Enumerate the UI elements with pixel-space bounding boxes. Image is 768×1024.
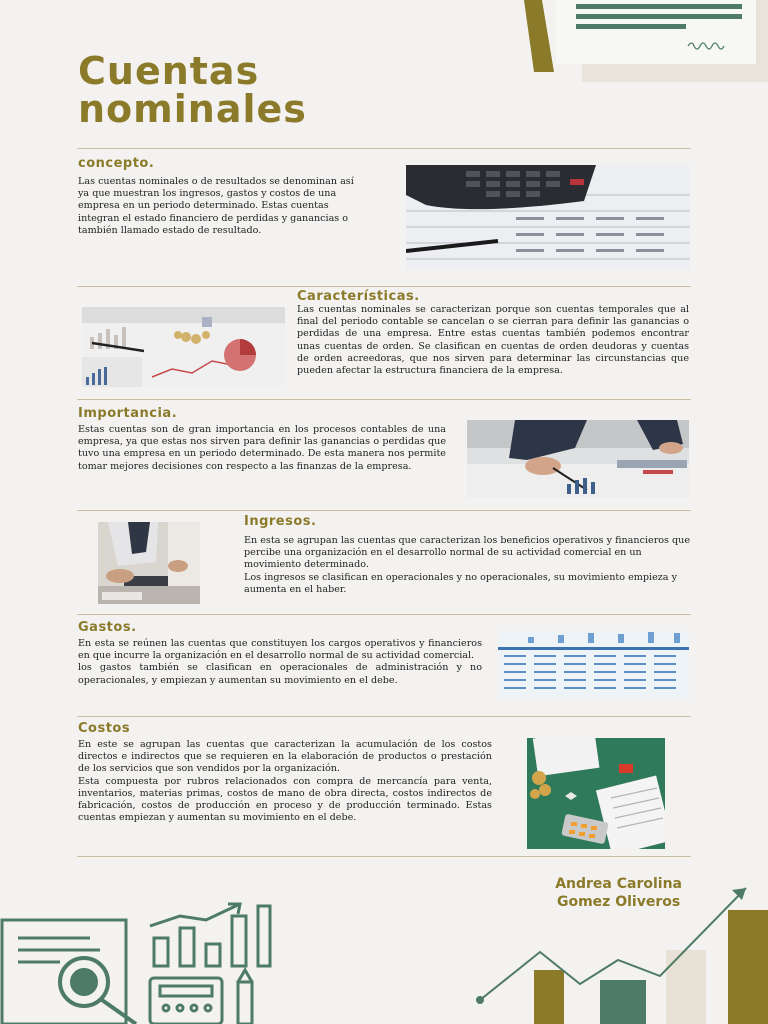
divider xyxy=(77,148,691,149)
heading-costos: Costos xyxy=(78,721,131,736)
heading-concepto: concepto. xyxy=(78,156,155,171)
page-title: Cuentas nominales xyxy=(78,49,307,131)
calculator-photo xyxy=(406,165,690,269)
tax-forms-photo xyxy=(527,738,665,849)
text-ingresos: En esta se agrupan las cuentas que caracterizan los beneficios operativos y financieros que percibe una organización en el desarrollo normal de su actividad comercial en un movimiento determinado. Los ingresos se clasifican en operacionales y no operacionales, su movimiento empieza y aumenta en el haber. xyxy=(244,535,691,595)
bar-chart-icon xyxy=(150,904,270,966)
heading-importancia: Importancia. xyxy=(78,406,178,421)
text-caracteristicas: Las cuentas nominales se caracterizan porque son cuentas temporales que al final del periodo contable se cancelan o se cierran para definir las ganancias o perdidas de una empresa. Entre estas cuentas también podemos encontrar unas cuentas de orden. Se clasifican en cuentas de orden deudoras y cuentas de orden acreedoras, que nos sirven para determinar las circunstancias que pueden afectar la estructura financiera de la empresa. xyxy=(297,304,689,377)
divider xyxy=(77,399,691,400)
divider xyxy=(77,614,691,615)
calculator-icon xyxy=(150,978,222,1024)
text-costos: En este se agrupan las cuentas que caracterizan la acumulación de los costos directos e indirectos que se requieren en la elaboración de productos o prestación de los servicios que son vendidos por la organización. Esta compuesta por rubros relacionados con compra de mercancía para venta, inventarios, materias primas, costos de mano de obra directa, costos indirectos de fabricación, costos de producción en proceso y de producción terminado. Estas cuentas empiezan y aumentan su movimiento en el debe. xyxy=(78,739,492,824)
pencil-icon xyxy=(238,970,252,1024)
calculator-desk-photo xyxy=(98,522,200,604)
text-importancia: Estas cuentas son de gran importancia en los procesos contables de una empresa, ya que estas nos sirven para definir las ganancias o perdidas que tuvo una empresa en un periodo determinado. De esta manera nos permite tomar mejores decisiones con respecto a las finanzas de la empresa. xyxy=(78,424,446,472)
divider xyxy=(77,716,691,717)
text-gastos: En esta se reúnen las cuentas que constituyen los cargos operativos y financieros en que incurre la organización en el desarrollo normal de su actividad comercial. los gastos también se clasifican en operacionales de administración y no operacionales, y empiezan y aumentan su movimiento en el debe. xyxy=(78,638,482,686)
heading-caracteristicas: Características. xyxy=(297,289,420,304)
document-icon xyxy=(0,900,280,1024)
divider xyxy=(77,286,691,287)
spreadsheet-photo xyxy=(498,631,689,699)
heading-ingresos: Ingresos. xyxy=(244,514,317,529)
divider xyxy=(77,856,691,857)
analysis-photo xyxy=(467,420,689,498)
divider xyxy=(77,510,691,511)
note-card-icon xyxy=(520,0,768,90)
finance-charts-photo xyxy=(82,307,285,387)
growth-arrow-icon xyxy=(470,880,768,1024)
text-concepto: Las cuentas nominales o de resultados se denominan así ya que muestran los ingresos, gastos y costos de una empresa en un periodo determinado. Estas cuentas integran el estado financiero de perdidas y ganancias o también llamado estado de resultado. xyxy=(78,176,354,236)
heading-gastos: Gastos. xyxy=(78,620,137,635)
author-name: Andrea Carolina Gomez Oliveros xyxy=(555,876,682,910)
